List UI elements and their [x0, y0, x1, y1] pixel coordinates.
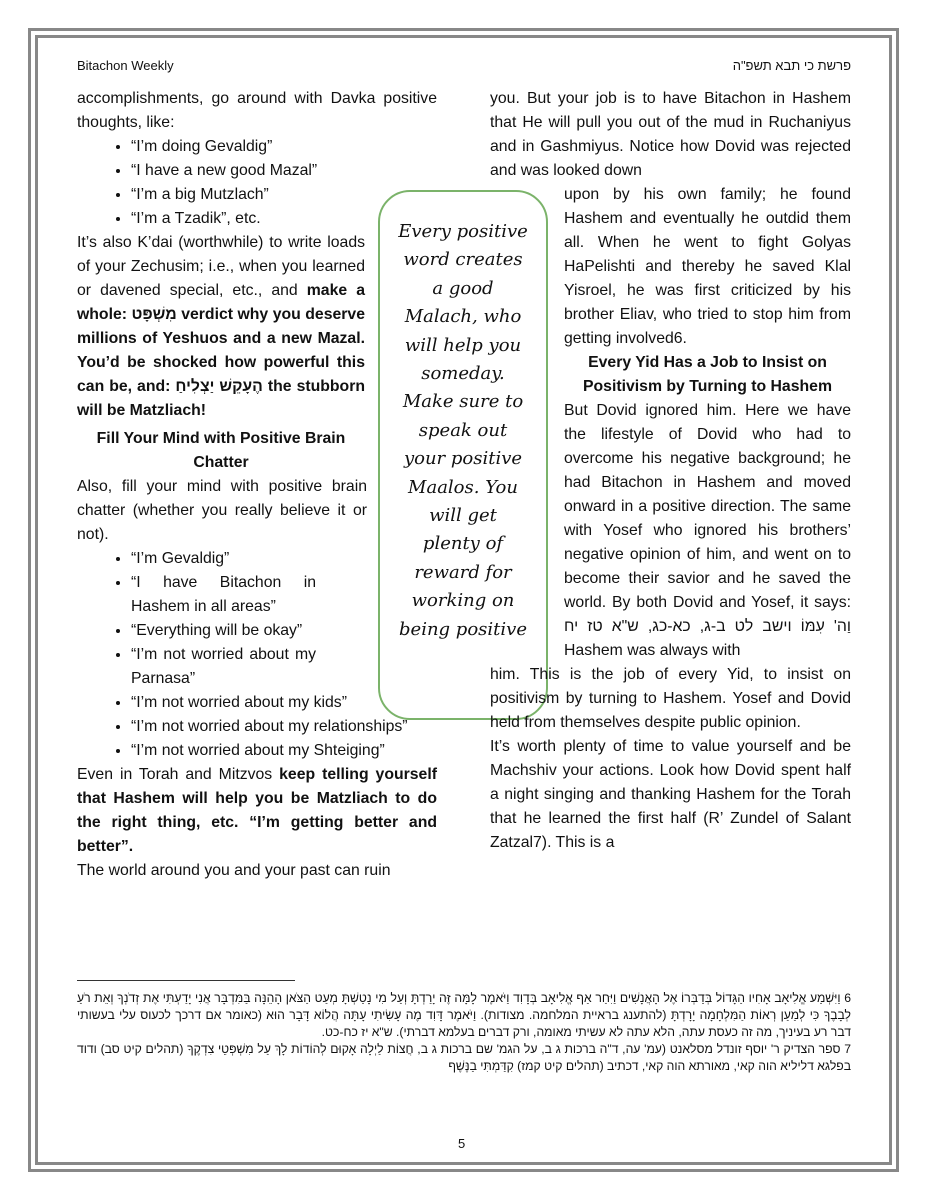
section-heading: Fill Your Mind with Positive Brain Chatter	[96, 430, 346, 471]
left-para-4: The world around you and your past can ruin	[77, 862, 391, 879]
left-para-3	[77, 763, 437, 859]
list-item: • “I’m doing Gevaldig”	[131, 135, 437, 159]
list-item: • “Everything will be okay”	[131, 619, 437, 643]
list-item: • “I have Bitachon in Hashem in all areas”	[131, 571, 316, 619]
right-para-1b: upon by his own family; he found Hashem and eventually he outdid them all. When he went to fight Golyas HaPelishti and thereby he saved Klal Yisroel, he was first criticized by his brother Eliav, who tried to stop him from getting involved6.	[564, 186, 851, 347]
footnote-7: 7 ספר הצדיק ר' יוסף זונדל מסלאנט (עמ' עה, ד"ה ברכות ג ב, על הגמ' שם ברכות ג ב, חֲצוֹת לַיְלָה אָקוּם לְהוֹדוֹת לָךְ עַל מִשְׁפְּטֵי צִדְקֶךָ (תהלים קיט סב) ודוד בפלגא דליליא הוה קאי, מאורתא הוה קאי, דכתיב (תהלים קיט קמז) קִדַּמְתִּי בַנֶּשֶׁף	[77, 1042, 851, 1073]
list-item: • “I’m not worried about my relationships”	[131, 715, 437, 739]
footnotes	[77, 990, 851, 1075]
pull-quote: Every positive word creates a good Malach, who will help you someday. Make sure to speak out your positive Maalos. You will get plenty of reward for working on being positive	[378, 190, 548, 720]
left-intro: accomplishments, go around with Davka positive thoughts, like:	[77, 90, 437, 131]
list-item: • “I’m Gevaldig”	[131, 547, 437, 571]
list-item: • “I have a new good Mazal”	[131, 159, 437, 183]
para-text: Even in Torah and Mitzvos	[77, 766, 280, 783]
list-item: • “I’m a big Mutzlach”	[131, 183, 437, 207]
left-para-1	[77, 231, 365, 423]
page-number: 5	[458, 1136, 466, 1151]
right-column	[490, 87, 851, 855]
right-para-2: But Dovid ignored him. Here we have the lifestyle of Dovid who had to overcome his negative background; he had Bitachon in Hashem and moved onward in a positive direction. The same with Yosef who ignored his brothers’ negative opinion of him, and went on to become their savior and he saved the world. By both Dovid and Yosef, it says: וַה' עִמּוֹ וישב לט ב-ג, כא-כג, ש"א טז יח Hashem was always with	[564, 402, 851, 659]
list-item: • “I’m a Tzadik”, etc.	[131, 207, 437, 231]
right-para-3: It’s worth plenty of time to value yourself and be Machshiv your actions. Look how Dovid spent half a night singing and thanking Hashem for the Torah that he learned the first half (R’ Zundel of Salant Zatzal7). This is a	[490, 738, 851, 851]
para-bold: make a whole: מִשְׁפָּט verdict why you deserve millions of Yeshuos and a new Mazal. You’d be shocked how powerful this can be, and: הֶעָקֵשׁ יַצְלִיחַ the stubborn will be Matzliach!	[77, 282, 366, 419]
para-text: It’s also K’dai (worthwhile) to write loads of your Zechusim; i.e., when you learned or davened special, etc., and	[77, 234, 365, 299]
list-item: • “I’m not worried about my Parnasa”	[131, 643, 316, 691]
header-parsha: פרשת כי תבא תשפ"ה	[732, 58, 851, 73]
footnote-6: 6 וַיִּשְׁמַע אֱלִיאָב אָחִיו הַגָּדוֹל בְּדַבְּרוֹ אֶל הָאֲנָשִׁים וַיִּחַר אַף אֱלִיאָב בְּדָוִד וַיֹּאמֶר לָמָּה זֶּה יָרַדְתָּ וְעַל מִי נָטַשְׁתָּ מְעַט הַצֹּאן הָהֵנָּה בַּמִּדְבָּר אֲנִי יָדַעְתִּי אֶת זְדֹנְךָ וְאֵת רֹעַ לְבָבֶךָ כִּי לְמַעַן רְאוֹת הַמִּלְחָמָה יָרָדְתָּ (להתענג בראיית המלחמה. מצודות). וַיֹּאמֶר דָּוִד מֶה עָשִׂיתִי עָתָּה הֲלוֹא דָּבָר הוּא (כאומר אם דרכך לכעוס עלי בעשותי דבר רע בעיניך, מה זה כעסת עתה, הלא עתה לא עשיתי מאומה, ורק דברים בעלמא דברתי). ש"א יז כח-כט.	[77, 991, 851, 1039]
para-bold: keep telling yourself that Hashem will help you be Matzliach to do the right thing, etc. “I’m getting better and better”.	[77, 766, 437, 855]
left-para-2: Also, fill your mind with positive brain chatter (whether you really believe it or not).	[77, 478, 367, 543]
right-para-1: you. But your job is to have Bitachon in Hashem that He will pull you out of the mud in Ruchaniyus and in Gashmiyus. Notice how Dovid was rejected and was looked down	[490, 90, 851, 179]
list-item: • “I’m not worried about my kids”	[131, 691, 437, 715]
header-publication: Bitachon Weekly	[77, 58, 174, 73]
list-item: • “I’m not worried about my Shteiging”	[131, 739, 437, 763]
right-para-2b: him. This is the job of every Yid, to insist on positivism by turning to Hashem. Yosef and Dovid held from themselves despite public opinion.	[490, 666, 851, 731]
footnote-divider	[77, 980, 295, 981]
section-heading: Every Yid Has a Job to Insist on Positivism by Turning to Hashem	[583, 354, 832, 395]
